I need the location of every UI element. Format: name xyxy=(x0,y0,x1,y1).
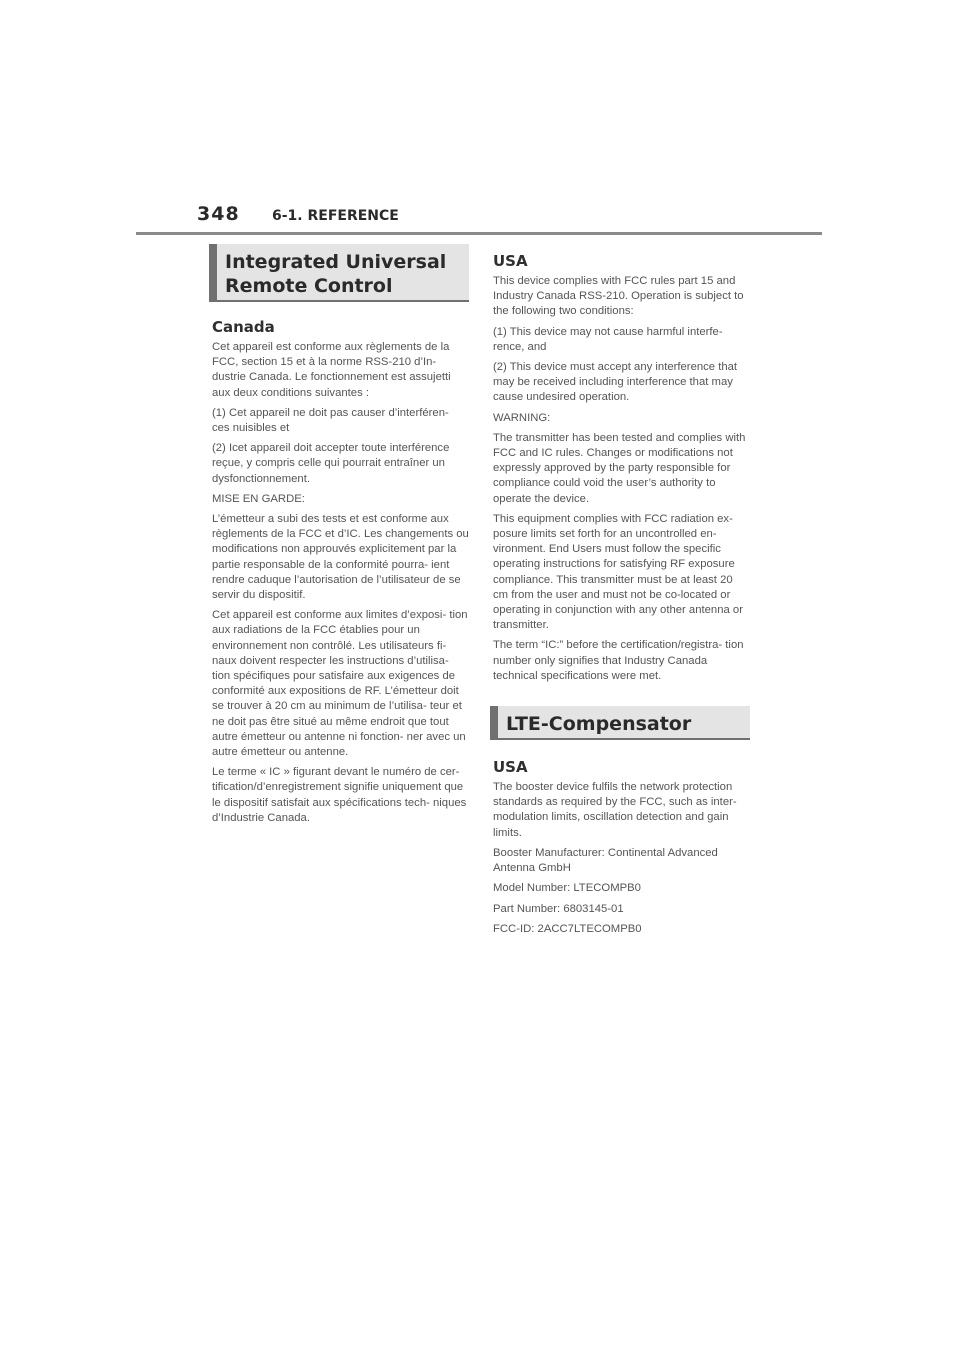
subheading-usa-lte: USA xyxy=(493,758,528,777)
paragraph: (1) Cet appareil ne doit pas causer d’interféren- ces nuisibles et xyxy=(212,406,449,435)
paragraph: Cet appareil est conforme aux limites d’exposi- tion aux radiations de la FCC établies pour un environnement non contrôlé. Les utilisateurs fi- naux doivent respecter les instructions d’utilisa- tion spécifiques pour satisfaire aux exigences de conformité aux expositions de RF. L’émetteur doit se trouver à 20 cm au minimum de l’utilisa- teur et ne doit pas être situé au même endroit que tout autre émetteur ou antenne ni fonction- ner avec un autre émetteur ou antenne. xyxy=(212,609,468,759)
paragraph: The term “IC:” before the certification/registra- tion number only signifies that Industry Canada technical specifications were met. xyxy=(493,639,744,682)
paragraph: This equipment complies with FCC radiation ex- posure limits set forth for an uncontrolled en- vironment. End Users must follow the specific operating instructions for satisfying RF exposure compliance. This transmitter must be at least 20 cm from the user and must not be co-located or operating in conjunction with any other antenna or transmitter. xyxy=(493,512,743,632)
right-column xyxy=(490,244,750,937)
paragraph: (2) This device must accept any interference that may be received including interference that may cause undesired operation. xyxy=(493,361,738,404)
paragraph: The booster device fulfils the network protection standards as required by the FCC, such as inter- modulation limits, oscillation detection and gain limits. xyxy=(493,781,737,839)
paragraph: Part Number: 6803145-01 xyxy=(493,902,624,915)
paragraph: (1) This device may not cause harmful interfe- rence, and xyxy=(493,325,723,353)
paragraph: Le terme « IC » figurant devant le numéro de cer- tification/d’enregistrement signifie uniquement que le dispositif satisfait aux spécifications tech- niques d’Industrie Canada. xyxy=(212,766,467,824)
section-label: 6-1. REFERENCE xyxy=(272,208,399,224)
paragraph: The transmitter has been tested and complies with FCC and IC rules. Changes or modifications not expressly approved by the party responsible for compliance could void the user’s authority to operate the device. xyxy=(493,431,746,505)
paragraph: FCC-ID: 2ACC7LTECOMPB0 xyxy=(493,922,642,935)
section-title-lte-compensator xyxy=(490,706,750,740)
header-rule xyxy=(136,232,822,235)
section-title-line: Remote Control xyxy=(225,275,393,297)
paragraph: Cet appareil est conforme aux règlements de la FCC, section 15 et à la norme RSS-210 d’In- dustrie Canada. Le fonctionnement est assujetti aux deux conditions suivantes : xyxy=(212,341,451,399)
paragraph: (2) Icet appareil doit accepter toute interférence reçue, y compris celle qui pourrait entraîner un dysfonctionnement. xyxy=(212,442,450,485)
subheading-canada: Canada xyxy=(212,318,275,336)
section-title-line: LTE-Compensator xyxy=(506,713,692,736)
subheading-usa: USA xyxy=(493,252,528,270)
paragraph: This device complies with FCC rules part 15 and Industry Canada RSS-210. Operation is subject to the following two conditions: xyxy=(493,275,744,318)
left-column xyxy=(209,244,469,826)
page-number: 348 xyxy=(197,203,240,225)
section-title-line: Integrated Universal xyxy=(225,251,447,273)
paragraph: L’émetteur a subi des tests et est conforme aux règlements de la FCC et d’IC. Les changements ou modifications non approuvés explicitement par la partie responsable de la conformité pourra- ient rendre caduque l’autorisation de l’utilisateur de se servir du dispositif. xyxy=(212,513,469,602)
paragraph: MISE EN GARDE: xyxy=(212,492,305,505)
section-title-integrated-universal-remote-control xyxy=(209,244,469,302)
page-header xyxy=(197,203,777,231)
paragraph: Model Number: LTECOMPB0 xyxy=(493,882,641,895)
paragraph: WARNING: xyxy=(493,411,551,424)
paragraph: Booster Manufacturer: Continental Advanced Antenna GmbH xyxy=(493,846,718,875)
